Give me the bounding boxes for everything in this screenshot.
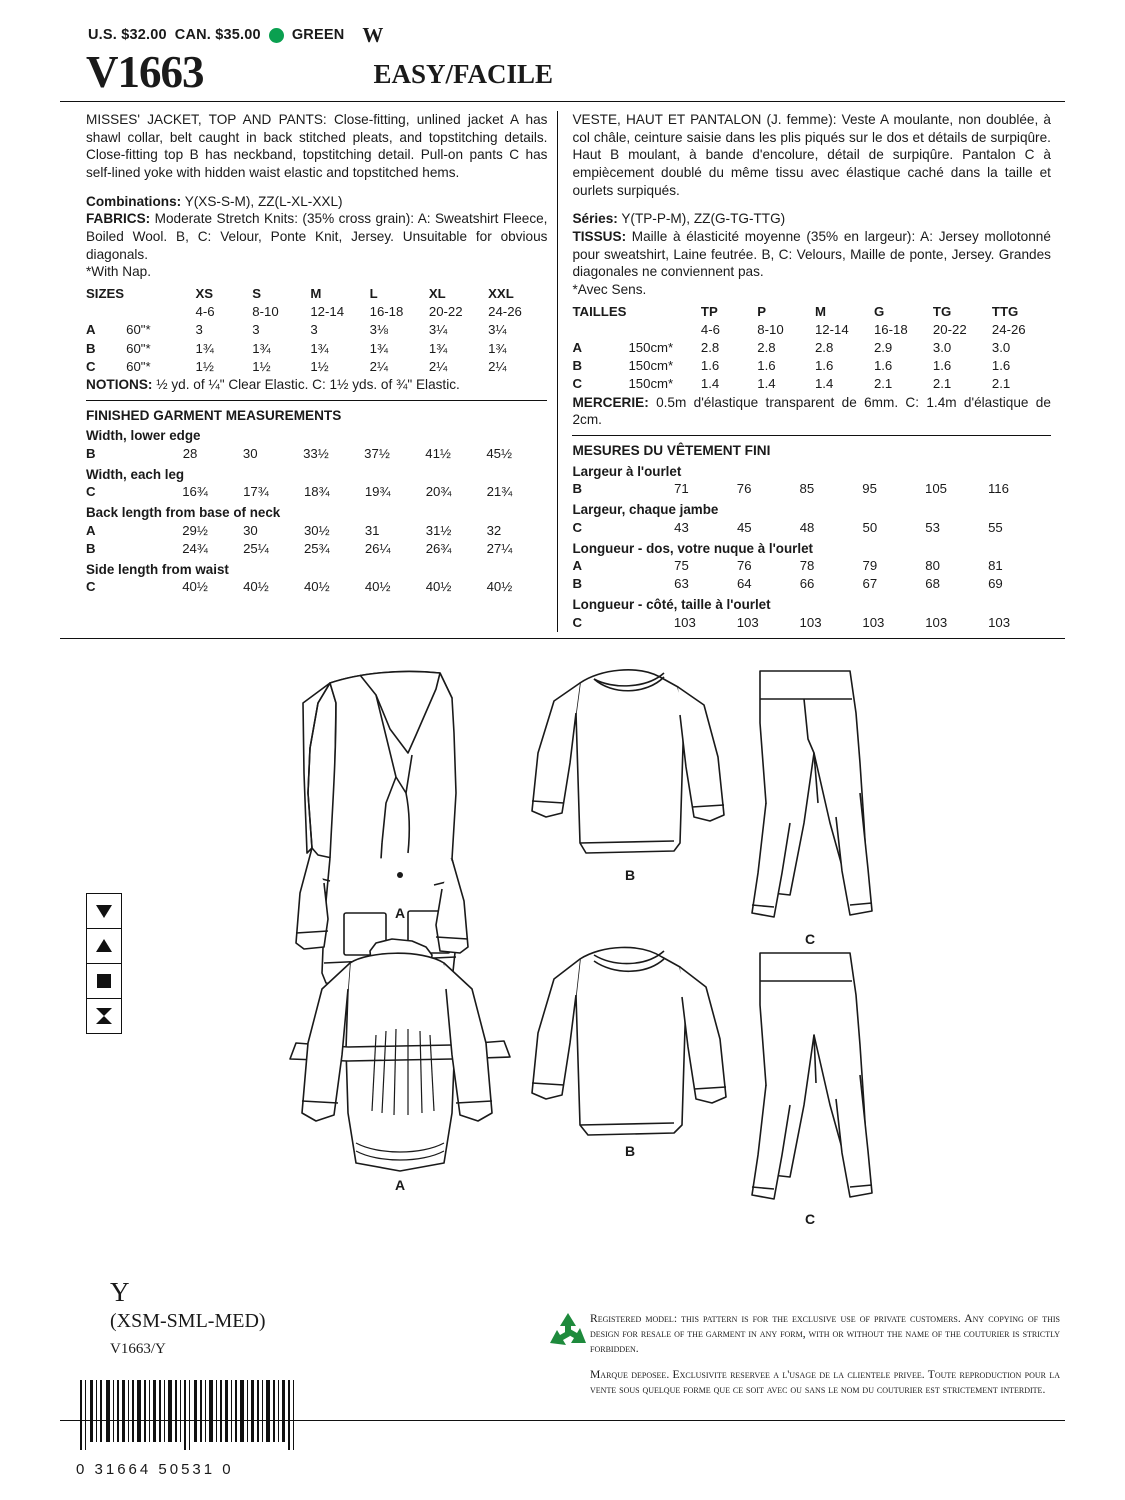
yardage-value: 1½ bbox=[252, 358, 271, 374]
yardage-value: 2.1 bbox=[873, 376, 893, 392]
english-nap-note: *With Nap. bbox=[86, 264, 151, 280]
title-row bbox=[60, 47, 1065, 97]
measure: 40½ bbox=[182, 579, 208, 595]
size-name: XS bbox=[195, 286, 214, 302]
table-row bbox=[86, 340, 547, 358]
english-group-label: Width, each leg bbox=[86, 466, 185, 482]
french-notions bbox=[572, 394, 1050, 429]
tailles-header: TAILLES bbox=[572, 303, 627, 319]
table-row bbox=[86, 578, 547, 596]
yardage-value: 2¼ bbox=[369, 358, 388, 374]
french-fabrics-label: TISSUS: bbox=[572, 229, 627, 245]
french-combinations-value: Y(TP-P-M), ZZ(G-TG-TTG) bbox=[621, 211, 786, 227]
size-name: XXL bbox=[488, 286, 514, 302]
french-fabrics-value: Maille à élasticité moyenne (35% en largeur): A: Jersey mollotonné pour sweatshirt, Laine feutrée. B, C: Velours, Maille de ponte, Jersey. Grandes diagonales ne conviennent pas. bbox=[572, 229, 1051, 280]
view-label: C bbox=[572, 519, 582, 535]
yardage-value: 1¾ bbox=[195, 340, 214, 356]
measure: 103 bbox=[925, 614, 948, 630]
measure: 26¾ bbox=[425, 540, 452, 556]
size-number: 8-10 bbox=[252, 304, 279, 320]
measure: 53 bbox=[925, 519, 940, 535]
yardage-value: 1.6 bbox=[700, 358, 720, 374]
header-divider bbox=[60, 101, 1065, 102]
fabric-width: 150cm* bbox=[628, 358, 674, 374]
color-label: GREEN bbox=[291, 27, 345, 43]
size-number: 16-18 bbox=[369, 304, 404, 320]
english-description: MISSES' JACKET, TOP AND PANTS: Close-fitting, unlined jacket A has shawl collar, belt caught in back stitched pleats, and topstitching details. Close-fitting top B has neckband, topstitching detail. Pull-on pants C has self-lined yoke with hidden waist elastic and topstitched hems. bbox=[86, 112, 548, 181]
price-can: CAN. $35.00 bbox=[174, 27, 261, 43]
measure: 26¼ bbox=[364, 540, 391, 556]
measure: 103 bbox=[736, 614, 759, 630]
yardage-value: 1¾ bbox=[428, 340, 448, 356]
yardage-value: 1.6 bbox=[991, 358, 1011, 374]
table-row bbox=[86, 483, 547, 501]
english-column bbox=[60, 111, 557, 632]
english-fabrics bbox=[86, 210, 547, 263]
yardage-value: 3¼ bbox=[428, 322, 448, 338]
measure: 63 bbox=[674, 576, 689, 592]
yardage-value: 2.9 bbox=[873, 340, 893, 356]
french-column bbox=[557, 111, 1054, 632]
measure: 40½ bbox=[364, 579, 391, 595]
figure-label-top-back: B bbox=[624, 1142, 636, 1159]
measure: 71 bbox=[674, 480, 689, 496]
french-finished-table-1 bbox=[572, 480, 1050, 498]
table-row bbox=[572, 357, 1050, 375]
view-label: B bbox=[86, 445, 96, 461]
barcode bbox=[74, 1380, 324, 1478]
measure: 28 bbox=[182, 445, 198, 461]
measure: 76 bbox=[736, 480, 752, 496]
garment-line-drawings bbox=[60, 643, 1065, 1243]
pattern-envelope-back bbox=[60, 22, 1065, 1478]
brand-mark: W bbox=[362, 22, 384, 47]
view-label: B bbox=[572, 480, 582, 496]
size-number: 8-10 bbox=[757, 321, 784, 337]
measure: 75 bbox=[674, 558, 689, 574]
french-combinations bbox=[572, 210, 1050, 228]
pants-back-illustration bbox=[752, 953, 872, 1199]
view-label: A bbox=[572, 340, 582, 356]
table-row bbox=[572, 321, 1050, 339]
size-name: G bbox=[873, 303, 885, 319]
french-group-label: Largeur, chaque jambe bbox=[572, 502, 719, 518]
french-description: VESTE, HAUT ET PANTALON (J. femme): Veste A moulante, non doublée, à col châle, ceinture saisie dans les plis piqués sur le dos et détails de surpiqûre. Haut B moulant, à bande d'encolure, détail de surpiqûre. Pantalon C à empiècement doublé du même tissu avec élastique caché dans la taille et ourlets surpiqués. bbox=[572, 112, 1051, 198]
yardage-value: 3¼ bbox=[488, 322, 507, 338]
french-finished-table-2 bbox=[572, 519, 1050, 537]
french-notions-label: MERCERIE: bbox=[572, 394, 649, 410]
english-combinations-label: Combinations: bbox=[86, 193, 182, 209]
table-header-row bbox=[86, 285, 547, 303]
english-group-label: Side length from waist bbox=[86, 562, 229, 578]
barcode-bars bbox=[74, 1380, 324, 1454]
table-header-row bbox=[572, 303, 1050, 321]
yardage-value: 3.0 bbox=[991, 340, 1011, 356]
table-row bbox=[86, 358, 547, 376]
measure: 103 bbox=[799, 614, 822, 630]
layout-glyph-key bbox=[86, 893, 120, 1034]
english-yardage-table bbox=[86, 285, 547, 376]
yardage-value: 3.0 bbox=[932, 340, 952, 356]
legal-english: Registered model: this pattern is for the exclusive use of private customers. Any copying of this design for resale of the garment in any form, with or without the name of the couturier is strictly forbidden. bbox=[590, 1312, 1060, 1355]
english-combinations-value: Y(XS-S-M), ZZ(L-XL-XXL) bbox=[184, 193, 343, 209]
english-notions bbox=[86, 376, 547, 394]
fabric-width: 150cm* bbox=[628, 376, 674, 392]
measure: 69 bbox=[988, 576, 1003, 592]
yardage-value: 1.6 bbox=[873, 358, 893, 374]
measure: 45 bbox=[736, 519, 752, 535]
size-number: 16-18 bbox=[873, 321, 908, 337]
yardage-value: 3 bbox=[195, 322, 203, 338]
measure: 95 bbox=[862, 480, 877, 496]
french-yardage-table bbox=[572, 303, 1050, 394]
english-group-label: Width, lower edge bbox=[86, 428, 201, 444]
measure: 32 bbox=[486, 522, 502, 538]
fabric-width: 60"* bbox=[126, 358, 151, 374]
yardage-value: 1.6 bbox=[757, 358, 776, 374]
size-name: XL bbox=[428, 286, 446, 302]
french-group-label: Longueur - dos, votre nuque à l'ourlet bbox=[572, 540, 813, 556]
measure: 17¾ bbox=[243, 484, 269, 500]
measure: 21¾ bbox=[486, 484, 513, 500]
fabric-width: 60"* bbox=[126, 322, 151, 338]
table-row bbox=[86, 540, 547, 558]
size-name: L bbox=[369, 286, 378, 302]
measure: 33½ bbox=[303, 445, 329, 461]
french-group-label: Longueur - côté, taille à l'ourlet bbox=[572, 597, 771, 613]
description-columns bbox=[60, 111, 1065, 632]
yardage-value: 3 bbox=[252, 322, 260, 338]
pants-front-illustration bbox=[752, 671, 872, 917]
table-row bbox=[572, 375, 1050, 393]
measure: 16¾ bbox=[182, 484, 208, 500]
french-finished-title: MESURES DU VÊTEMENT FINI bbox=[572, 442, 771, 458]
english-combinations bbox=[86, 193, 547, 211]
item-code: V1663/Y bbox=[110, 1341, 166, 1357]
measure: 40½ bbox=[243, 579, 269, 595]
measure: 85 bbox=[799, 480, 815, 496]
view-label: A bbox=[86, 322, 96, 338]
measure: 48 bbox=[799, 519, 815, 535]
table-row bbox=[86, 321, 547, 339]
measure: 40½ bbox=[486, 579, 513, 595]
size-number: 12-14 bbox=[814, 321, 849, 337]
table-row bbox=[572, 480, 1050, 498]
measure: 30 bbox=[243, 522, 258, 538]
measure: 45½ bbox=[486, 445, 512, 461]
measure: 81 bbox=[988, 558, 1003, 574]
yardage-value: 2.8 bbox=[700, 340, 720, 356]
measure: 27¼ bbox=[486, 540, 513, 556]
table-row bbox=[572, 575, 1050, 593]
figure-label-top-front: B bbox=[624, 866, 636, 883]
measure: 29½ bbox=[182, 522, 208, 538]
yardage-value: 1.4 bbox=[814, 376, 834, 392]
measure: 116 bbox=[987, 480, 1009, 496]
measure: 40½ bbox=[425, 579, 452, 595]
measure: 24¾ bbox=[182, 540, 208, 556]
measure: 40½ bbox=[303, 579, 330, 595]
legal-text bbox=[590, 1312, 1060, 1410]
figure-label-jacket-back: A bbox=[394, 1176, 406, 1193]
view-label: C bbox=[86, 358, 96, 374]
size-number: 20-22 bbox=[428, 304, 463, 320]
size-number: 12-14 bbox=[310, 304, 345, 320]
illustration-area bbox=[60, 643, 1065, 1243]
size-name: TTG bbox=[991, 303, 1019, 319]
figure-label-pants-front: C bbox=[804, 930, 816, 947]
english-finished-table-1 bbox=[86, 445, 547, 463]
measure: 19¾ bbox=[364, 484, 391, 500]
table-row bbox=[572, 614, 1050, 632]
measure: 30½ bbox=[303, 522, 330, 538]
size-name: P bbox=[757, 303, 767, 319]
measure: 103 bbox=[673, 614, 696, 630]
measure: 37½ bbox=[364, 445, 390, 461]
measure: 105 bbox=[925, 480, 948, 496]
table-row bbox=[572, 557, 1050, 575]
measure: 68 bbox=[925, 576, 940, 592]
recycle-icon bbox=[547, 1310, 589, 1355]
size-number: 24-26 bbox=[488, 304, 522, 320]
header-price-row bbox=[60, 22, 1065, 48]
measure: 43 bbox=[674, 519, 689, 535]
yardage-value: 3 bbox=[310, 322, 318, 338]
english-finished-table-4 bbox=[86, 578, 547, 596]
size-group-block bbox=[110, 1277, 266, 1358]
yardage-value: 2.1 bbox=[991, 376, 1011, 392]
view-label: A bbox=[572, 558, 582, 574]
size-name: S bbox=[252, 286, 262, 302]
english-divider bbox=[86, 400, 547, 401]
yardage-value: 2¼ bbox=[428, 358, 448, 374]
color-dot-icon bbox=[269, 28, 284, 43]
yardage-value: 1.4 bbox=[757, 376, 776, 392]
view-label: C bbox=[86, 484, 96, 500]
english-finished-title: FINISHED GARMENT MEASUREMENTS bbox=[86, 407, 342, 423]
table-row bbox=[86, 445, 547, 463]
table-row bbox=[86, 303, 547, 321]
measure: 25¼ bbox=[243, 540, 269, 556]
size-number: 4-6 bbox=[195, 304, 215, 320]
french-divider bbox=[572, 435, 1050, 436]
measure: 79 bbox=[862, 558, 878, 574]
size-number: 4-6 bbox=[700, 321, 720, 337]
price-us: U.S. $32.00 bbox=[88, 27, 167, 43]
yardage-value: 3⅛ bbox=[369, 322, 388, 338]
yardage-value: 1.4 bbox=[700, 376, 720, 392]
view-label: C bbox=[86, 579, 96, 595]
table-row bbox=[572, 519, 1050, 537]
fabric-width: 150cm* bbox=[628, 340, 674, 356]
measure: 80 bbox=[925, 558, 940, 574]
measure: 50 bbox=[862, 519, 878, 535]
yardage-value: 2.8 bbox=[814, 340, 834, 356]
size-name: M bbox=[310, 286, 322, 302]
measure: 18¾ bbox=[303, 484, 330, 500]
view-label: A bbox=[86, 522, 96, 538]
fabric-width: 60"* bbox=[126, 340, 151, 356]
yardage-value: 2.1 bbox=[932, 376, 952, 392]
yardage-value: 1½ bbox=[310, 358, 329, 374]
measure: 55 bbox=[988, 519, 1003, 535]
french-finished-table-3 bbox=[572, 557, 1050, 593]
difficulty-label: EASY/FACILE bbox=[373, 59, 554, 89]
square-icon bbox=[86, 963, 122, 998]
measure: 67 bbox=[862, 576, 878, 592]
yardage-value: 2.8 bbox=[757, 340, 776, 356]
measure: 78 bbox=[799, 558, 815, 574]
measure: 66 bbox=[799, 576, 815, 592]
view-label: B bbox=[572, 358, 582, 374]
english-fabrics-label: FABRICS: bbox=[86, 211, 151, 227]
measure: 30 bbox=[242, 445, 258, 461]
barcode-digits: 0 31664 50531 0 bbox=[76, 1461, 234, 1478]
view-label: B bbox=[86, 540, 96, 556]
yardage-value: 1¾ bbox=[252, 340, 271, 356]
view-label: B bbox=[86, 340, 96, 356]
english-fabrics-value: Moderate Stretch Knits: (35% cross grain): A: Sweatshirt Fleece, Boiled Wool. B, C: Velour, Ponte Knit, Jersey. Unsuitable for obvious diagonals. bbox=[86, 211, 548, 262]
measure: 25¾ bbox=[303, 540, 330, 556]
measure: 31½ bbox=[425, 522, 452, 538]
english-finished-table-3 bbox=[86, 522, 547, 558]
table-row bbox=[86, 522, 547, 540]
yardage-value: 1¾ bbox=[310, 340, 329, 356]
french-nap-note: *Avec Sens. bbox=[572, 282, 647, 298]
illustration-divider bbox=[60, 638, 1065, 639]
measure: 20¾ bbox=[425, 484, 452, 500]
measure: 31 bbox=[364, 522, 380, 538]
size-group-detail: (XSM-SML-MED) bbox=[110, 1310, 266, 1332]
measure: 41½ bbox=[425, 445, 451, 461]
size-number: 24-26 bbox=[991, 321, 1026, 337]
view-label: B bbox=[572, 576, 582, 592]
measure: 103 bbox=[862, 614, 885, 630]
figure-label-jacket-front: A bbox=[394, 904, 406, 921]
pattern-number: V1663 bbox=[86, 47, 204, 97]
size-name: M bbox=[814, 303, 826, 319]
yardage-value: 1¾ bbox=[369, 340, 388, 356]
size-name: TP bbox=[700, 303, 718, 319]
english-notions-label: NOTIONS: bbox=[86, 376, 153, 392]
up-triangle-icon bbox=[86, 928, 122, 963]
french-combinations-label: Séries: bbox=[572, 211, 618, 227]
english-notions-value: ½ yd. of ¼" Clear Elastic. C: 1½ yds. of ¾" Elastic. bbox=[156, 376, 460, 392]
legal-french: Marque deposee. Exclusivite reservee a l'usage de la clientele privee. Toute reproduction pour la vente sous quelque forme que ce soit avec ou sans le nom du couturier est strictement interdite. bbox=[590, 1368, 1060, 1397]
measure: 103 bbox=[988, 614, 1011, 630]
french-fabrics bbox=[572, 228, 1050, 281]
top-back-illustration bbox=[532, 947, 726, 1135]
english-finished-table-2 bbox=[86, 483, 547, 501]
yardage-value: 1½ bbox=[195, 358, 214, 374]
french-finished-table-4 bbox=[572, 614, 1050, 632]
view-label: C bbox=[572, 376, 582, 392]
view-label: C bbox=[572, 614, 582, 630]
french-notions-value: 0.5m d'élastique transparent de 6mm. C: 1.4m d'élastique de 2cm. bbox=[572, 394, 1051, 428]
down-triangle-icon bbox=[86, 893, 122, 928]
size-name: TG bbox=[932, 303, 952, 319]
sizes-header: SIZES bbox=[86, 286, 125, 302]
english-group-label: Back length from base of neck bbox=[86, 505, 281, 521]
top-front-illustration bbox=[532, 670, 724, 853]
measure: 76 bbox=[736, 558, 752, 574]
size-number: 20-22 bbox=[932, 321, 967, 337]
table-row bbox=[572, 339, 1050, 357]
french-group-label: Largeur à l'ourlet bbox=[572, 463, 682, 479]
bottom-divider bbox=[60, 1420, 1065, 1421]
yardage-value: 1.6 bbox=[932, 358, 952, 374]
yardage-value: 1¾ bbox=[488, 340, 507, 356]
size-group-letter: Y bbox=[110, 1277, 130, 1307]
measure: 64 bbox=[736, 576, 752, 592]
hourglass-icon bbox=[86, 998, 122, 1034]
yardage-value: 1.6 bbox=[814, 358, 834, 374]
figure-label-pants-back: C bbox=[804, 1210, 816, 1227]
yardage-value: 2¼ bbox=[488, 358, 507, 374]
